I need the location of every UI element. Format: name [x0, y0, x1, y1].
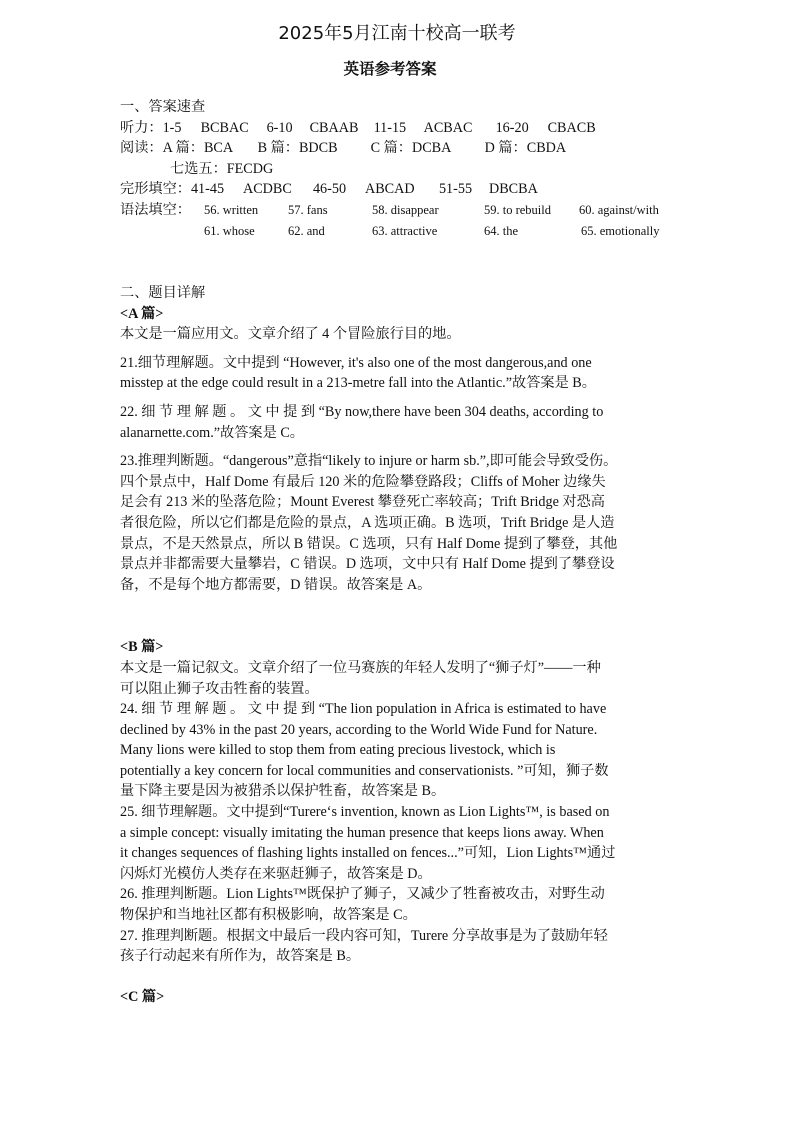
- cloze-range-2: 46-50: [312, 181, 347, 198]
- passage-b-tag: <B 篇>: [120, 639, 164, 656]
- listening-answer-2: CBAAB: [309, 119, 359, 136]
- q25-explanation: [120, 802, 675, 884]
- q25-line-4: 闪烁灯光模仿人类存在来驱赶狮子，故答案是 D。: [120, 865, 432, 882]
- q24-explanation: [120, 699, 675, 802]
- q26-explanation: [120, 884, 675, 925]
- q23-line-2: 四个景点中，Half Dome 有最后 120 米的危险攀登路段；Cliffs of Moher 边缘失: [120, 473, 606, 490]
- passage-b-intro: [120, 658, 675, 699]
- q22-line-2: alanarnette.com.”故答案是 C。: [120, 424, 304, 441]
- q23-line-4: 者很危险，所以它们都是危险的景点，A 选项正确。B 选项，Trift Bridge 是人造: [120, 514, 615, 531]
- page-title: 2025年5月江南十校高一联考: [278, 23, 516, 44]
- quick-answers-section: [120, 97, 675, 241]
- listening-answer-4: CBACB: [547, 119, 596, 136]
- listening-answers: [120, 118, 675, 139]
- grammar-answer-64: 64. the: [484, 223, 519, 238]
- q26-line-2: 物保护和当地社区都有积极影响，故答案是 C。: [120, 907, 417, 924]
- q24-line-2: declined by 43% in the past 20 years, according to the World Wide Fund for Nature.: [120, 721, 598, 738]
- listening-range-4: 16-20: [495, 119, 529, 136]
- listening-answer-1: BCBAC: [200, 119, 249, 136]
- q22-line-1: 22. 细 节 理 解 题 。 文 中 提 到 “By now,there have been 304 deaths, according to: [120, 403, 604, 420]
- passage-c-tag: <C 篇>: [120, 988, 165, 1005]
- listening-range-1: 1-5: [162, 119, 182, 136]
- cloze-range-1: 41-45: [190, 181, 225, 198]
- q26-line-1: 26. 推理判断题。Lion Lights™既保护了狮子，又减少了牲畜被攻击，对野生动: [120, 886, 605, 903]
- q21-line-1: 21.细节理解题。文中提到 “However, it's also one of the most dangerous,and one: [120, 354, 592, 371]
- reading-answers: [120, 138, 675, 159]
- cloze-label: 完形填空：: [120, 181, 191, 198]
- listening-range-2: 6-10: [266, 119, 293, 136]
- details-section: [120, 283, 675, 1007]
- q27-line-1: 27. 推理判断题。根据文中最后一段内容可知，Turere 分享故事是为了鼓励年轻: [120, 927, 608, 944]
- q24-line-1: 24. 细 节 理 解 题 。 文 中 提 到 “The lion population in Africa is estimated to have: [120, 701, 607, 718]
- reading-b: B 篇：BDCB: [257, 140, 338, 157]
- grammar-answer-56: 56. written: [204, 202, 259, 217]
- listening-answer-3: ACBAC: [423, 119, 473, 136]
- grammar-answer-61: 61. whose: [204, 223, 255, 238]
- grammar-answer-59: 59. to rebuild: [484, 202, 552, 217]
- listening-label: 听力：: [120, 119, 163, 136]
- q22-explanation: [120, 402, 675, 443]
- cloze-answer-1: ACDBC: [242, 181, 292, 198]
- reading-a: A 篇：BCA: [162, 140, 234, 157]
- q21-line-2: misstep at the edge could result in a 213-metre fall into the Atlantic.”故答案是 B。: [120, 375, 596, 392]
- grammar-answer-65: 65. emotionally: [581, 223, 660, 238]
- cloze-answer-3: DBCBA: [488, 181, 538, 198]
- q24-line-4: potentially a key concern for local communities and conservationists. ”可知，狮子数: [120, 762, 609, 779]
- q25-line-2: a simple concept: visually imitating the human presence that keeps lions away. When: [120, 824, 604, 841]
- grammar-answer-62: 62. and: [288, 223, 325, 238]
- passage-b-intro-line-1: 本文是一篇记叙文。文章介绍了一位马赛族的年轻人发明了“狮子灯”——一种: [120, 659, 601, 676]
- q23-explanation: [120, 451, 675, 595]
- q25-line-1: 25. 细节理解题。文中提到“Turere‘s invention, known as Lion Lights™, is based on: [120, 804, 610, 821]
- grammar-label: 语法填空：: [120, 201, 191, 218]
- grammar-answers-row-2: [120, 221, 675, 242]
- grammar-answer-60: 60. against/with: [579, 202, 659, 217]
- cloze-answers: [120, 179, 675, 200]
- grammar-answers-row-1: [120, 200, 675, 221]
- seven-choose-five-answers: [120, 159, 675, 180]
- q23-line-5: 景点，不是天然景点，所以 B 错误。C 选项，只有 Half Dome 提到了攀登，其他: [120, 535, 618, 552]
- reading-d: D 篇：CBDA: [484, 140, 567, 157]
- q23-line-6: 景点并非都需要大量攀岩，C 错误。D 选项，文中只有 Half Dome 提到了攀登设: [120, 556, 615, 573]
- q24-line-5: 量下降主要是因为被猎杀以保护牲畜，故答案是 B。: [120, 783, 446, 800]
- grammar-answer-58: 58. disappear: [372, 202, 439, 217]
- passage-a-intro: 本文是一篇应用文。文章介绍了 4 个冒险旅行目的地。: [120, 326, 461, 343]
- q21-explanation: [120, 353, 675, 394]
- cloze-answer-2: ABCAD: [364, 181, 415, 198]
- q27-line-2: 孩子行动起来有所作为，故答案是 B。: [120, 948, 361, 965]
- q23-line-7: 备，不是每个地方都需要，D 错误。故答案是 A。: [120, 576, 432, 593]
- grammar-answer-57: 57. fans: [288, 202, 328, 217]
- details-heading: 二、题目详解: [120, 285, 206, 301]
- grammar-indent: [120, 221, 204, 242]
- page-subtitle: 英语参考答案: [343, 60, 437, 78]
- q24-line-3: Many lions were killed to stop them from eating precious livestock, which is: [120, 742, 556, 759]
- cloze-range-3: 51-55: [438, 181, 473, 198]
- q23-line-1: 23.推理判断题。“dangerous”意指“likely to injure or harm sb.”,即可能会导致受伤。: [120, 453, 618, 470]
- quick-answers-heading: 一、答案速查: [120, 99, 206, 115]
- reading-label: 阅读：: [120, 140, 163, 157]
- q23-line-3: 足会有 213 米的坠落危险；Mount Everest 攀登死亡率较高；Trift Bridge 对恐高: [120, 494, 605, 511]
- grammar-answer-63: 63. attractive: [372, 223, 438, 238]
- q25-line-3: it changes sequences of flashing lights installed on fences...”可知，Lion Lights™通过: [120, 845, 616, 862]
- reading-seven: 七选五：FECDG: [170, 160, 274, 177]
- passage-a-tag: <A 篇>: [120, 305, 164, 322]
- reading-c: C 篇：DCBA: [370, 140, 452, 157]
- listening-range-3: 11-15: [373, 119, 407, 136]
- q27-explanation: [120, 926, 675, 967]
- passage-b-intro-line-2: 可以阻止狮子攻击牲畜的装置。: [120, 680, 319, 697]
